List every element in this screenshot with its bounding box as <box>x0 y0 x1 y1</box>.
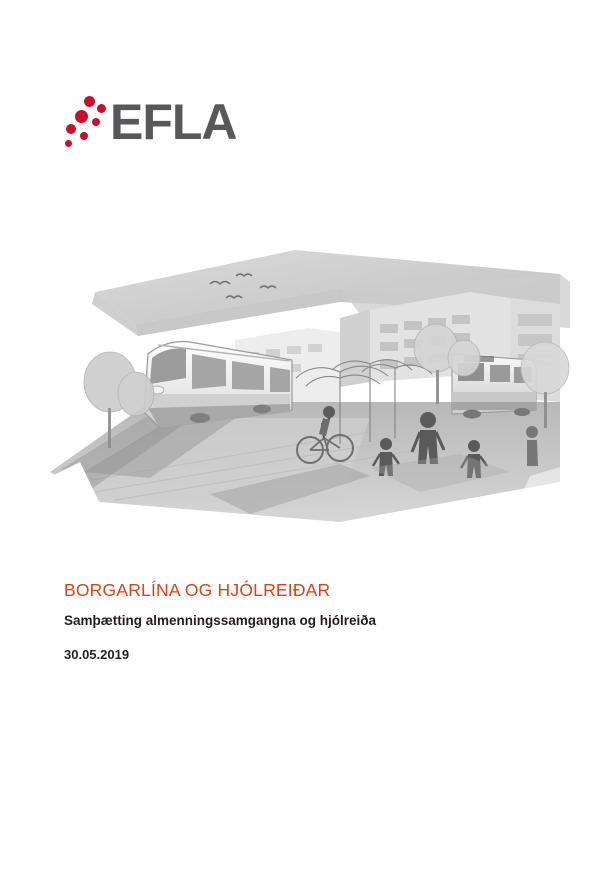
page-title: BORGARLÍNA OG HJÓLREIÐAR <box>64 580 331 600</box>
logo-wordmark: EFLA <box>110 94 237 150</box>
logo-dots-icon <box>64 94 108 150</box>
page-subtitle: Samþætting almenningssamgangna og hjólreiða <box>64 613 377 628</box>
cover-illustration <box>40 232 570 532</box>
title-block <box>64 580 564 663</box>
efla-logo <box>64 92 237 152</box>
cover-illustration-svg <box>40 232 570 532</box>
document-date: 30.05.2019 <box>64 647 130 663</box>
